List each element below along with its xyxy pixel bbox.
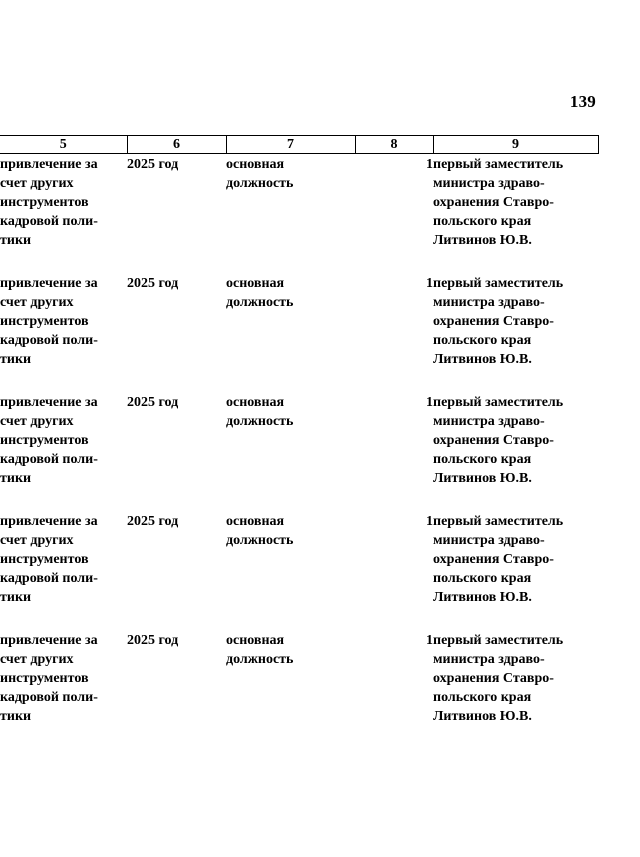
cell-line: счет других <box>0 413 74 429</box>
cell-line: польского края <box>433 451 532 467</box>
cell-line: охранения Ставро- <box>433 551 554 567</box>
cell-line: должность <box>226 413 294 429</box>
cell-line: охранения Ставро- <box>433 432 554 448</box>
cell-recruitment-method <box>0 392 127 511</box>
cell-line: должность <box>226 176 294 191</box>
cell-line: Литвинов Ю.В. <box>433 470 532 486</box>
cell-line: основная <box>226 513 285 529</box>
table-row <box>0 511 598 630</box>
column-header-5: 5 <box>0 136 127 154</box>
cell-line: должность <box>226 294 294 310</box>
cell-line: кадровой поли- <box>0 332 98 348</box>
cell-line: счет других <box>0 532 74 548</box>
cell-line: основная <box>226 157 285 172</box>
cell-line: тики <box>0 351 32 367</box>
cell-position-type <box>226 511 355 630</box>
cell-recruitment-method <box>0 511 127 630</box>
cell-line: охранения Ставро- <box>433 195 554 210</box>
cell-count: 1 <box>426 513 433 529</box>
cell-line: основная <box>226 394 285 410</box>
cell-line: должность <box>226 532 294 548</box>
cell-recruitment-method <box>0 273 127 392</box>
cell-line: Литвинов Ю.В. <box>433 589 532 605</box>
table-row <box>0 273 598 392</box>
cell-year: 2025 год <box>127 632 179 648</box>
cell-line: польского края <box>433 570 532 586</box>
cell-line: инструментов <box>0 195 89 210</box>
cell-line: привлечение за <box>0 157 98 172</box>
cell-line: тики <box>0 470 32 486</box>
table-row <box>0 630 598 749</box>
cell-line: тики <box>0 589 32 605</box>
cell-line: тики <box>0 233 32 248</box>
cell-line: инструментов <box>0 670 89 686</box>
cell-count: 1 <box>426 394 433 410</box>
cell-line: охранения Ставро- <box>433 313 554 329</box>
cell-line: должность <box>226 651 294 667</box>
cell-line: первый заместитель <box>433 157 564 172</box>
cell-recruitment-method <box>0 154 127 273</box>
cell-line: кадровой поли- <box>0 570 98 586</box>
cell-position-type <box>226 154 355 273</box>
cell-line: основная <box>226 275 285 291</box>
page-number: 139 <box>569 92 596 111</box>
cell-count: 1 <box>426 157 433 172</box>
cell-responsible <box>433 392 598 511</box>
table-row <box>0 154 598 273</box>
cell-line: привлечение за <box>0 513 98 529</box>
cell-line: министра здраво- <box>433 651 545 667</box>
cell-line: польского края <box>433 214 532 229</box>
cell-line: Литвинов Ю.В. <box>433 233 532 248</box>
column-header-9: 9 <box>433 136 598 154</box>
cell-position-type <box>226 273 355 392</box>
cell-year: 2025 год <box>127 157 179 172</box>
cell-line: первый заместитель <box>433 513 564 529</box>
cell-recruitment-method <box>0 630 127 749</box>
cell-count: 1 <box>426 275 433 291</box>
cell-line: Литвинов Ю.В. <box>433 351 532 367</box>
cell-line: министра здраво- <box>433 532 545 548</box>
cell-line: счет других <box>0 651 74 667</box>
cell-line: польского края <box>433 689 532 705</box>
cell-line: Литвинов Ю.В. <box>433 708 532 724</box>
cell-line: инструментов <box>0 432 89 448</box>
cell-responsible <box>433 154 598 273</box>
column-header-7: 7 <box>226 136 355 154</box>
cell-line: министра здраво- <box>433 176 545 191</box>
cell-line: первый заместитель <box>433 275 564 291</box>
cell-line: кадровой поли- <box>0 689 98 705</box>
cell-line: привлечение за <box>0 275 98 291</box>
cell-year: 2025 год <box>127 275 179 291</box>
table-row <box>0 392 598 511</box>
cell-line: первый заместитель <box>433 394 564 410</box>
cell-responsible <box>433 630 598 749</box>
cell-count: 1 <box>426 632 433 648</box>
cell-line: первый заместитель <box>433 632 564 648</box>
cell-line: польского края <box>433 332 532 348</box>
cell-position-type <box>226 630 355 749</box>
cell-year: 2025 год <box>127 513 179 529</box>
cell-position-type <box>226 392 355 511</box>
column-header-8: 8 <box>355 136 433 154</box>
cell-line: министра здраво- <box>433 413 545 429</box>
cell-year: 2025 год <box>127 394 179 410</box>
cell-responsible <box>433 273 598 392</box>
table-header-row <box>0 136 598 154</box>
document-table <box>0 135 599 749</box>
cell-line: кадровой поли- <box>0 214 98 229</box>
cell-line: министра здраво- <box>433 294 545 310</box>
cell-line: охранения Ставро- <box>433 670 554 686</box>
cell-line: тики <box>0 708 32 724</box>
cell-line: инструментов <box>0 313 89 329</box>
cell-line: привлечение за <box>0 394 98 410</box>
cell-line: счет других <box>0 294 74 310</box>
column-header-6: 6 <box>127 136 226 154</box>
cell-line: привлечение за <box>0 632 98 648</box>
cell-line: счет других <box>0 176 74 191</box>
cell-responsible <box>433 511 598 630</box>
cell-line: основная <box>226 632 285 648</box>
cell-line: инструментов <box>0 551 89 567</box>
cell-line: кадровой поли- <box>0 451 98 467</box>
